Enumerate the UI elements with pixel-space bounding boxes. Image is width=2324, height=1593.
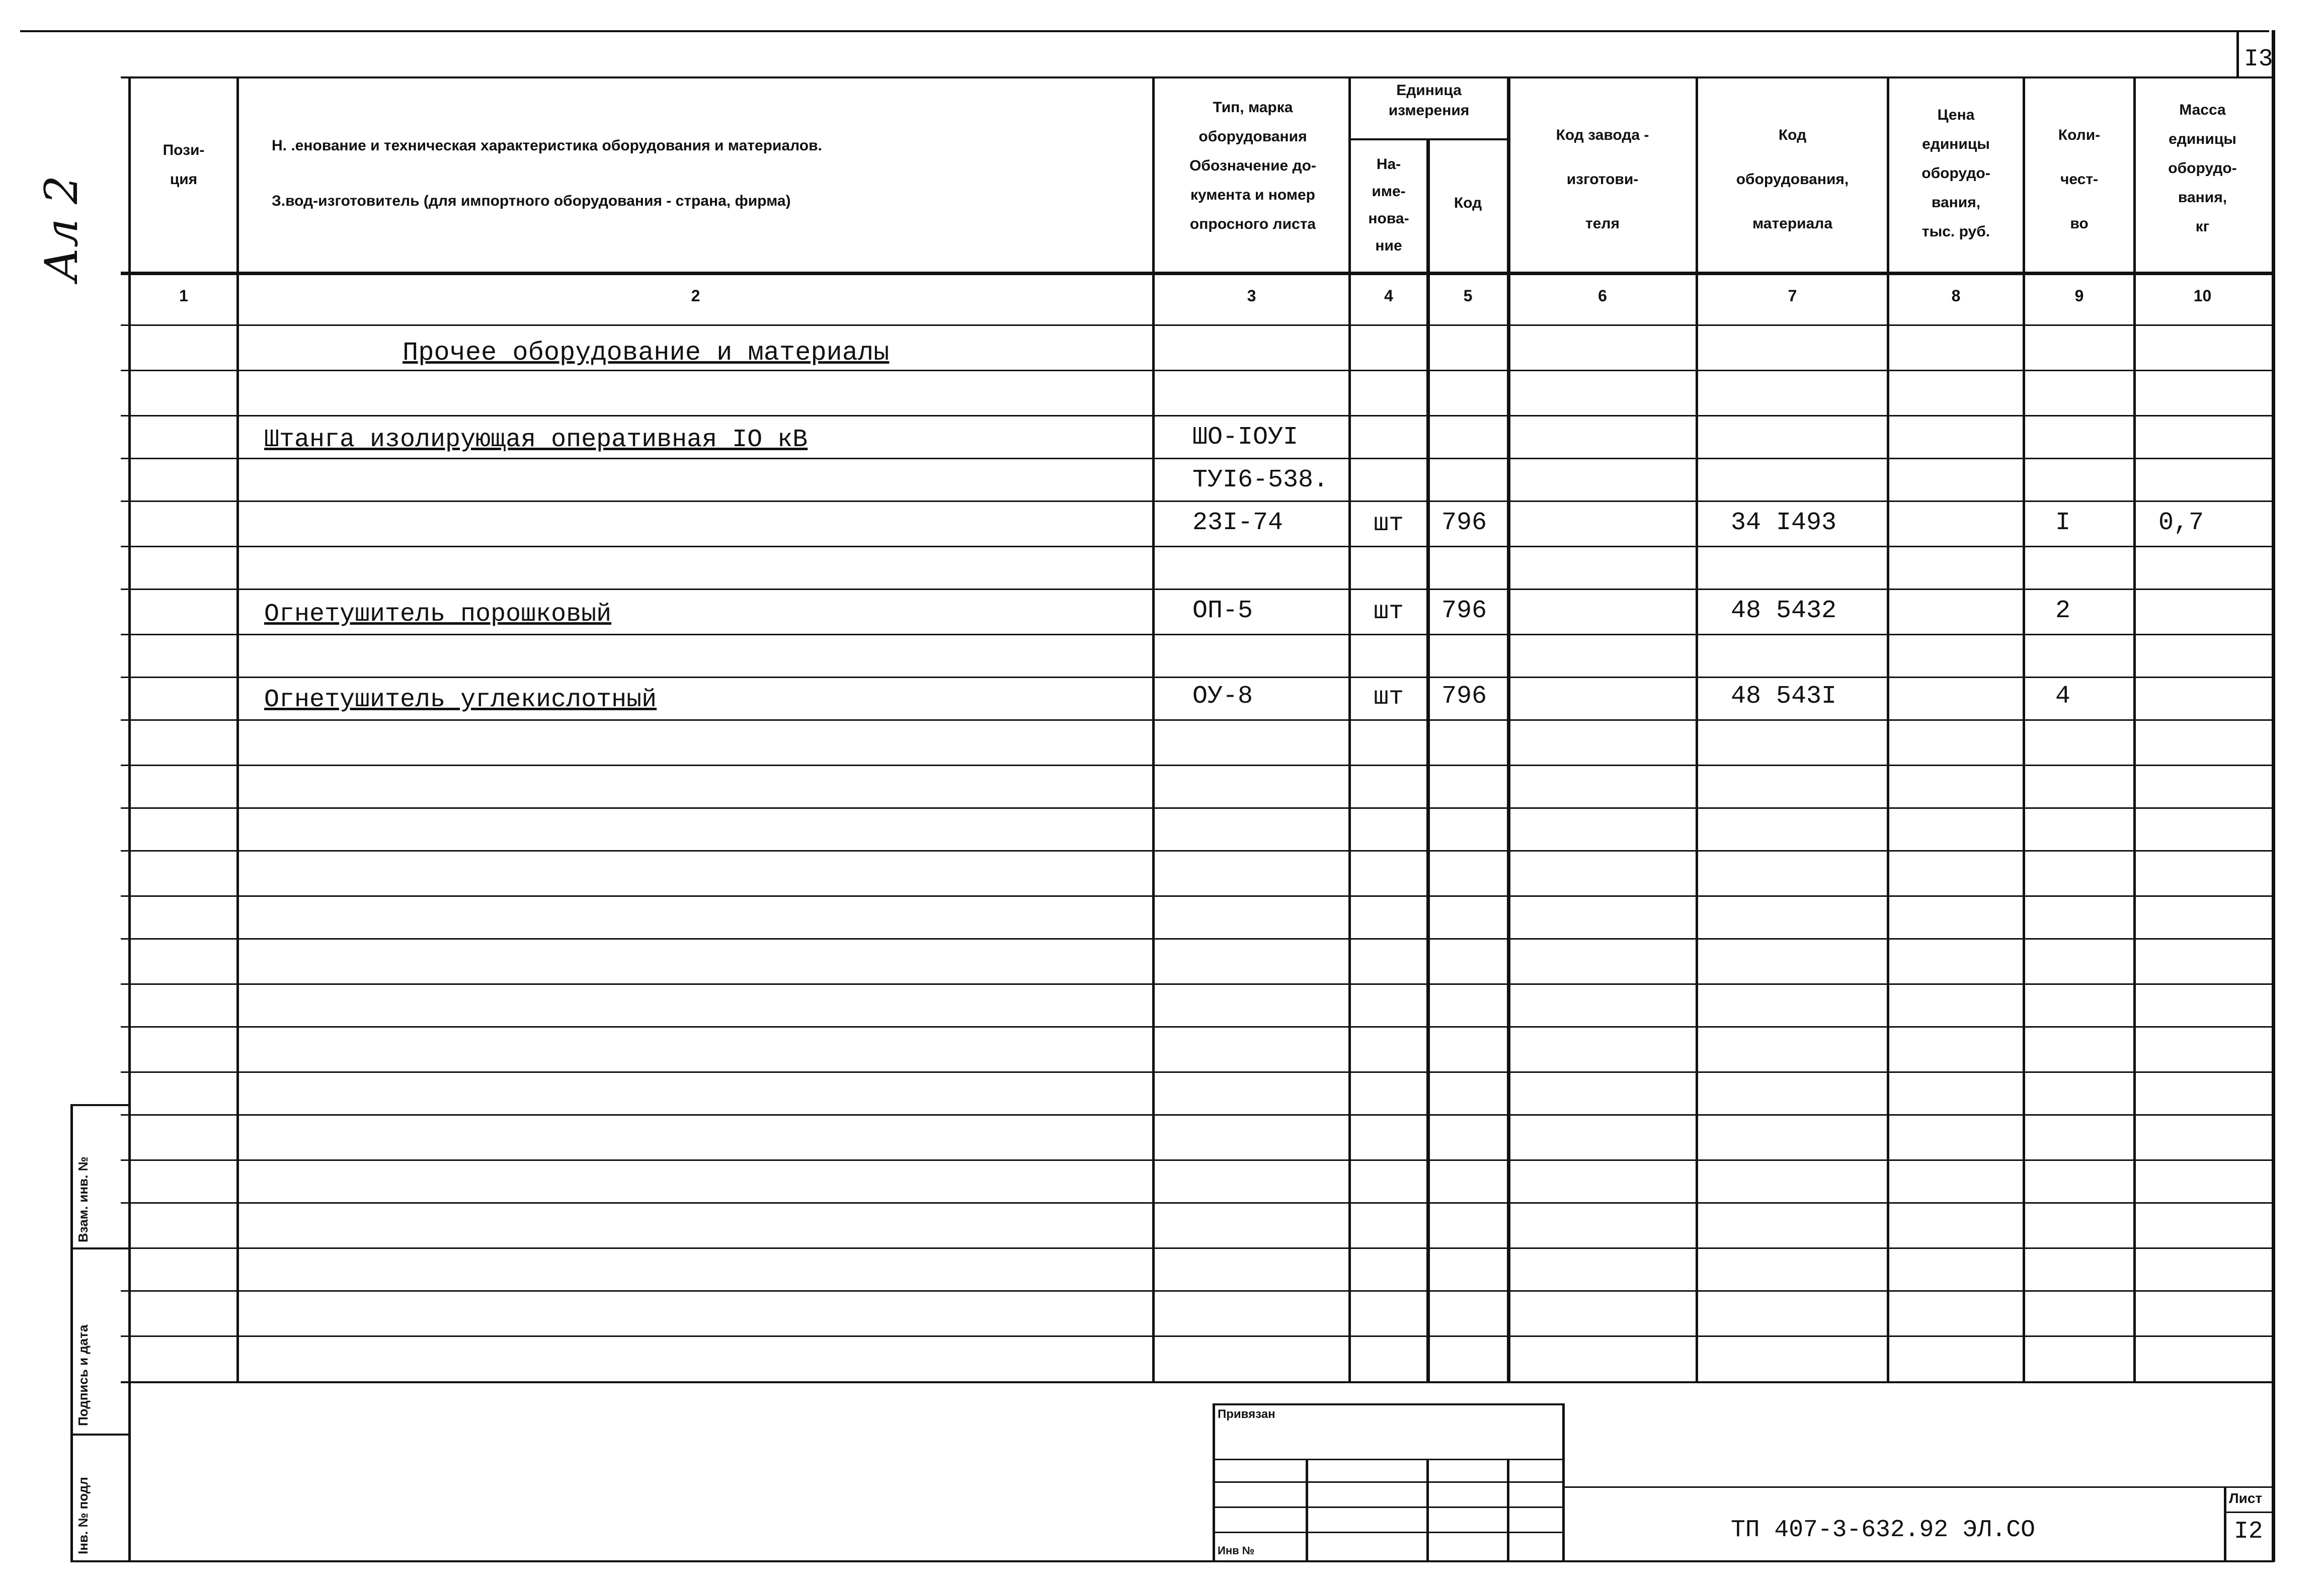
side-label-inv-orig: Інв. № подл (75, 1477, 91, 1554)
item-type: ОУ-8 (1192, 682, 1253, 711)
item-quantity: 2 (2055, 597, 2071, 625)
stamp-attached-label: Привязан (1218, 1407, 1275, 1421)
row-line (121, 938, 2274, 940)
top-long-line (20, 30, 2269, 32)
item-mass: 0,7 (2158, 509, 2204, 537)
sheet-number: I2 (2234, 1518, 2263, 1545)
item-quantity: 4 (2055, 682, 2071, 711)
col-number-3: 3 (1247, 287, 1256, 305)
item-unit: шт (1374, 598, 1404, 626)
row-line (121, 895, 2274, 897)
frame-bottom-border (70, 1560, 2274, 1562)
row-line (121, 1247, 2274, 1249)
col-line-1 (236, 76, 239, 1382)
item-quantity: I (2055, 509, 2071, 537)
header-unit-group: Единица измерения (1388, 82, 1470, 119)
row-line (121, 370, 2274, 371)
row-line (121, 850, 2274, 852)
col-number-10: 10 (2193, 287, 2212, 305)
row-line (121, 719, 2274, 721)
row-line (121, 1026, 2274, 1028)
col-line-5 (1507, 76, 1510, 1382)
row-line (121, 677, 2274, 678)
frame-right-border (2272, 30, 2275, 1562)
title-block-line (1565, 1486, 2274, 1488)
stamp-row (1213, 1506, 1565, 1508)
stamp-col (1426, 1459, 1429, 1562)
header-unit-name: На- име- нова- ние (1368, 156, 1409, 254)
row-line (121, 1071, 2274, 1073)
row-line (121, 458, 2274, 459)
item-name: Штанга изолирующая оперативная IO кВ (264, 426, 808, 454)
item-unit-code: 796 (1441, 597, 1487, 625)
row-line (121, 500, 2274, 502)
item-unit: шт (1374, 683, 1404, 712)
item-type-line: ШО-IОУI (1192, 423, 1299, 452)
col-number-4: 4 (1384, 287, 1393, 305)
header-position: Пози- ция (163, 142, 205, 188)
item-name: Огнетушитель порошковый (264, 600, 612, 629)
col-number-9: 9 (2074, 287, 2084, 305)
col-number-2: 2 (691, 287, 700, 305)
col-line-9 (2133, 76, 2136, 1382)
header-name: Н. .енование и техническая характеристика оборудования и материалов. З.вод-изготовитель (для импортного оборудования - страна, фирма) (272, 137, 822, 209)
header-bottom-border (121, 272, 2274, 275)
col-number-5: 5 (1463, 287, 1473, 305)
col-line-2 (1152, 76, 1155, 1382)
col-number-8: 8 (1951, 287, 1961, 305)
col-line-4 (1426, 138, 1430, 1382)
header-price: Цена единицы оборудо- вания, тыс. руб. (1921, 107, 1990, 240)
item-unit-code: 796 (1441, 509, 1487, 537)
side-label-replaces-inv: Взам. инв. № (75, 1156, 91, 1242)
header-type: Тип, марка оборудования Обозначение до- кумента и номер опросного листа (1189, 99, 1316, 232)
stamp-col (1306, 1459, 1308, 1562)
item-unit-code: 796 (1441, 682, 1487, 711)
stamp-row (1213, 1481, 1565, 1483)
item-equipment-code: 34 I493 (1731, 509, 1837, 537)
sheet-box-left (2224, 1486, 2226, 1562)
row-line (121, 589, 2274, 590)
stamp-row (1213, 1532, 1565, 1533)
stamp-inv-label: Инв № (1218, 1544, 1255, 1557)
side-stamp-top (70, 1104, 131, 1106)
unit-subheader-line (1348, 138, 1509, 140)
row-line (121, 983, 2274, 985)
header-unit-code: Код (1454, 195, 1482, 211)
section-title: Прочее оборудование и материалы (403, 338, 890, 368)
row-line (121, 1202, 2274, 1204)
item-type-line: 23I-74 (1192, 509, 1284, 537)
sheet-box-mid (2224, 1512, 2274, 1513)
header-equipment-code: Код оборудования, материала (1736, 127, 1849, 232)
sheet-label: Лист (2229, 1490, 2263, 1506)
item-name: Огнетушитель углекислотный (264, 686, 657, 714)
sheet-top-number: I3 (2244, 46, 2273, 73)
row-line (121, 1159, 2274, 1161)
item-type-line: ТУI6-538. (1192, 466, 1329, 494)
document-code: ТП 407-3-632.92 ЭЛ.СО (1731, 1517, 2035, 1544)
item-unit: шт (1374, 510, 1404, 538)
col-line-7 (1887, 76, 1889, 1382)
col-line-6 (1696, 76, 1698, 1382)
stamp-top (1213, 1403, 1565, 1405)
row-line (121, 1335, 2274, 1337)
row-line (121, 1290, 2274, 1292)
side-stamp-div-2 (70, 1434, 131, 1436)
stamp-row (1213, 1459, 1565, 1460)
top-number-box-left (2236, 30, 2239, 78)
side-label-signature-date: Подпись и дата (75, 1324, 91, 1426)
row-line (121, 634, 2274, 635)
row-line (121, 415, 2274, 416)
row-line (121, 1114, 2274, 1116)
col-line-8 (2023, 76, 2025, 1382)
col-line-3 (1348, 76, 1351, 1382)
column-number-row-border (121, 324, 2274, 326)
side-stamp-left-border (70, 1104, 73, 1562)
row-line (121, 546, 2274, 547)
margin-handwritten-mark: Ал 2 (35, 175, 88, 282)
header-quantity: Коли- чест- во (2058, 127, 2101, 232)
table-bottom-border (121, 1381, 2274, 1383)
col-number-7: 7 (1788, 287, 1797, 305)
header-mass: Масса единицы оборудо- вания, кг (2168, 102, 2237, 235)
item-equipment-code: 48 5432 (1731, 597, 1837, 625)
table-top-border (121, 76, 2274, 78)
item-equipment-code: 48 543I (1731, 682, 1837, 711)
stamp-col (1507, 1459, 1509, 1562)
row-line (121, 807, 2274, 809)
col-number-1: 1 (179, 287, 188, 305)
row-line (121, 765, 2274, 766)
header-plant-code: Код завода - изготови- теля (1556, 127, 1649, 232)
col-number-6: 6 (1598, 287, 1607, 305)
item-type: ОП-5 (1192, 597, 1253, 625)
